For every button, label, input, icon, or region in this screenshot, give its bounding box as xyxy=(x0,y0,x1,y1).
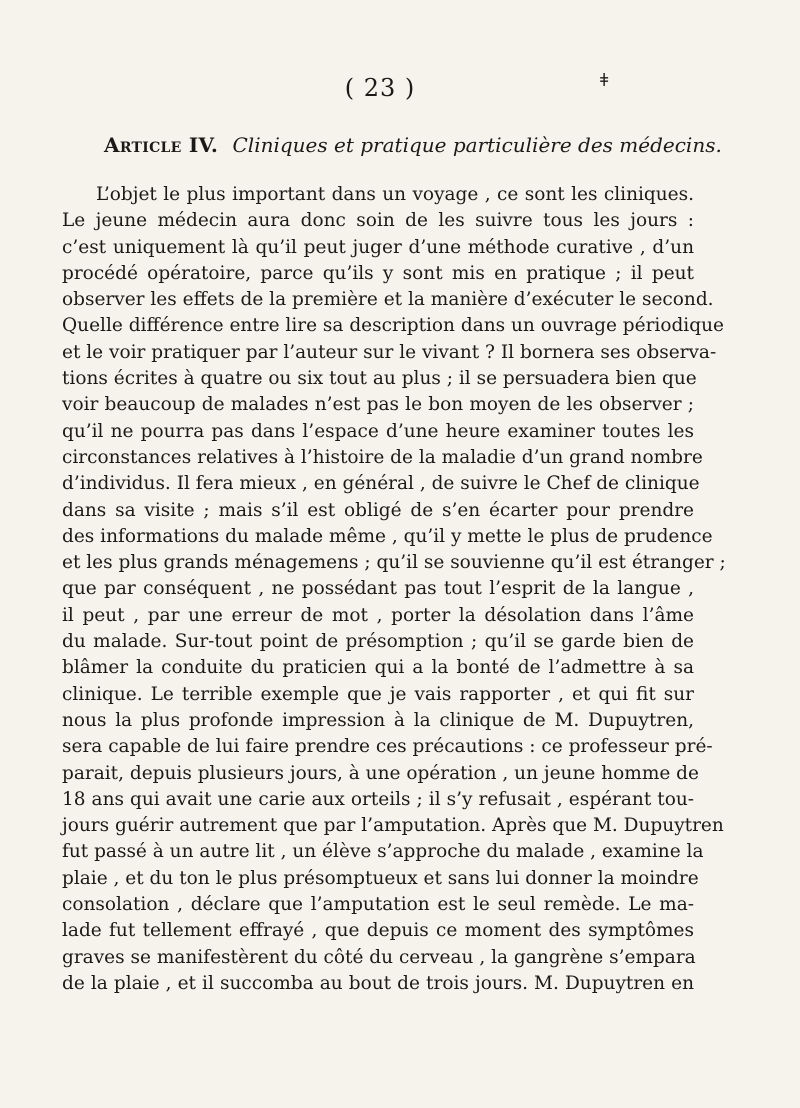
text-line: circonstances relatives à l’histoire de la maladie d’un grand nombre xyxy=(62,446,703,468)
article-body xyxy=(62,182,726,997)
text-line: Quelle différence entre lire sa description dans un ouvrage périodique xyxy=(62,315,724,337)
text-line: Le jeune médecin aura donc soin de les suivre tous les jours : xyxy=(62,210,694,232)
text-line: de la plaie , et il succomba au bout de trois jours. M. Dupuytren en xyxy=(62,972,694,994)
text-line: voir beaucoup de malades n’est pas le bon moyen de les observer ; xyxy=(62,394,694,416)
text-line: dans sa visite ; mais s’il est obligé de s’en écarter pour prendre xyxy=(62,499,694,521)
text-line: consolation , déclare que l’amputation est le seul remède. Le ma- xyxy=(62,894,694,916)
text-line: fut passé à un autre lit , un élève s’approche du malade , examine la xyxy=(62,841,704,863)
article-title: Cliniques et pratique particulière des médecins. xyxy=(232,133,722,157)
text-line: procédé opératoire, parce qu’ils y sont mis en pratique ; il peut xyxy=(62,262,694,284)
text-line: nous la plus profonde impression à la clinique de M. Dupuytren, xyxy=(62,709,694,731)
text-line: qu’il ne pourra pas dans l’espace d’une heure examiner toutes les xyxy=(62,420,694,442)
text-line: clinique. Le terrible exemple que je vais rapporter , et qui fit sur xyxy=(62,683,694,705)
text-line: du malade. Sur-tout point de présomption ; qu’il se garde bien de xyxy=(62,631,694,653)
text-line: blâmer la conduite du praticien qui a la bonté de l’admettre à sa xyxy=(62,657,694,679)
text-line: graves se manifestèrent du côté du cerveau , la gangrène s’empara xyxy=(62,946,696,968)
corner-mark: ǂ xyxy=(600,70,609,91)
text-line: observer les effets de la première et la manière d’exécuter le second. xyxy=(62,289,714,311)
text-line: des informations du malade même , qu’il y mette le plus de prudence xyxy=(62,525,713,547)
text-line: 18 ans qui avait une carie aux orteils ; il s’y refusait , espérant tou- xyxy=(62,788,694,810)
text-line: jours guérir autrement que par l’amputation. Après que M. Dupuytren xyxy=(62,815,724,837)
article-label: Article IV. xyxy=(104,133,219,157)
text-line: il peut , par une erreur de mot , porter la désolation dans l’âme xyxy=(62,604,694,626)
text-line: et les plus grands ménagemens ; qu’il se souvienne qu’il est étranger ; xyxy=(62,552,726,574)
text-line: parait, depuis plusieurs jours, à une opération , un jeune homme de xyxy=(62,762,699,784)
text-line: tions écrites à quatre ou six tout au plus ; il se persuadera bien que xyxy=(62,368,697,390)
text-line: plaie , et du ton le plus présomptueux et sans lui donner la moindre xyxy=(62,867,699,889)
text-line: et le voir pratiquer par l’auteur sur le vivant ? Il bornera ses observa- xyxy=(62,341,717,363)
text-line: lade fut tellement effrayé , que depuis ce moment des symptômes xyxy=(62,920,694,942)
article-heading xyxy=(104,133,722,157)
text-line: sera capable de lui faire prendre ces précautions : ce professeur pré- xyxy=(62,736,713,758)
text-line: que par conséquent , ne possédant pas tout l’esprit de la langue , xyxy=(62,578,694,600)
page-number: ( 23 ) xyxy=(344,74,416,102)
text-line: d’individus. Il fera mieux , en général , de suivre le Chef de clinique xyxy=(62,473,700,495)
text-line: L’objet le plus important dans un voyage , ce sont les cliniques. xyxy=(96,184,694,205)
text-line: c’est uniquement là qu’il peut juger d’une méthode curative , d’un xyxy=(62,236,694,258)
